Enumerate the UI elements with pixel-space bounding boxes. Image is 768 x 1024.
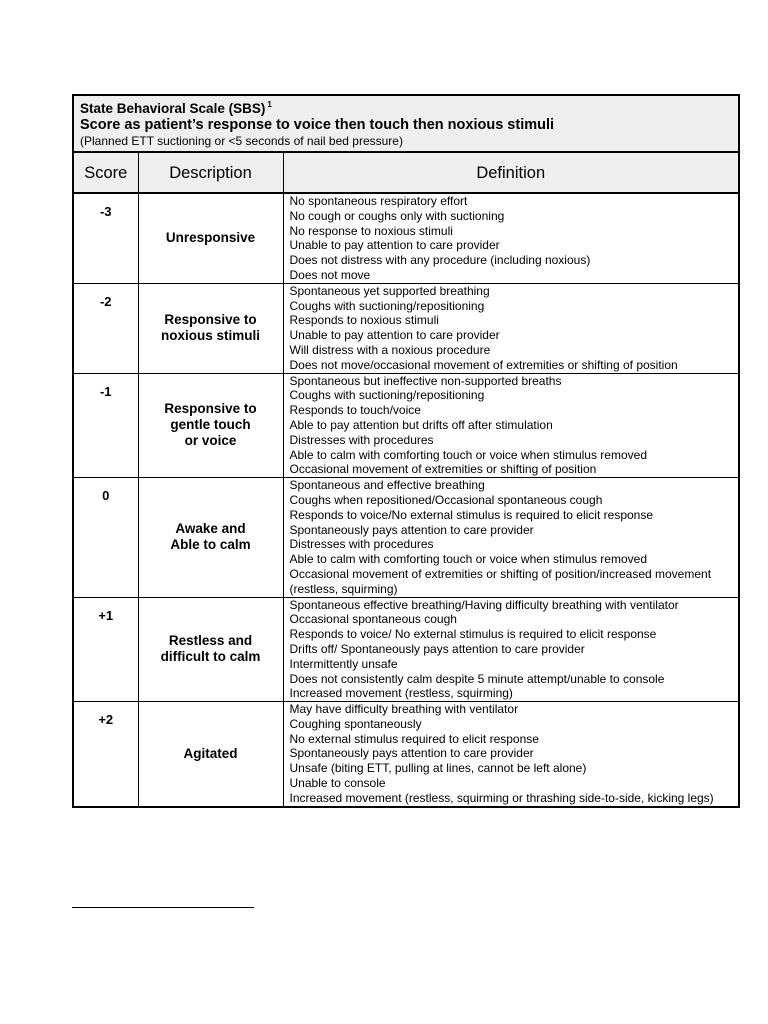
document-subtitle: Score as patient’s response to voice then touch then noxious stimuli <box>80 117 555 133</box>
sbs-scale-sheet <box>72 94 740 808</box>
definition-line: Intermittently unsafe <box>289 656 398 671</box>
column-header-score: Score <box>74 153 138 193</box>
footnote-separator-rule <box>72 907 254 908</box>
table-header-row <box>74 153 738 193</box>
definition-line: Spontaneous but ineffective non-supported breaths <box>289 373 562 388</box>
score-cell <box>74 702 138 806</box>
definition-line: Coughing spontaneously <box>289 716 422 731</box>
definition-line: Does not move <box>289 267 371 282</box>
score-cell <box>74 373 138 478</box>
score-value: -2 <box>99 293 112 309</box>
definition-cell <box>283 597 738 702</box>
definition-line: Does not consistently calm despite 5 minute attempt/unable to console <box>289 671 665 686</box>
definition-line: Occasional movement of extremities or shifting of position <box>289 462 597 477</box>
description-cell: Awake and Able to calm <box>138 478 283 597</box>
description-cell: Agitated <box>138 702 283 806</box>
sbs-table <box>74 153 738 806</box>
description-cell: Restless and difficult to calm <box>138 597 283 702</box>
definition-line: Unable to console <box>289 776 386 791</box>
definition-line: Coughs with suctioning/repositioning <box>289 298 485 313</box>
table-row <box>74 478 738 597</box>
definition-line: No spontaneous respiratory effort <box>289 194 468 208</box>
definition-line: Spontaneous yet supported breathing <box>289 283 490 298</box>
definition-line: Responds to voice/No external stimulus is required to elicit response <box>289 507 654 522</box>
document-title: State Behavioral Scale (SBS) <box>80 101 266 116</box>
score-value: 0 <box>102 488 110 504</box>
definition-line: No external stimulus required to elicit response <box>289 731 539 746</box>
table-row <box>74 373 738 478</box>
definition-line: Able to calm with comforting touch or voice when stimulus removed <box>289 552 647 567</box>
score-value: +1 <box>98 607 114 623</box>
score-value: +2 <box>98 712 114 728</box>
description-cell: Responsive to gentle touch or voice <box>138 373 283 478</box>
definition-cell <box>283 193 738 283</box>
definition-line: Spontaneously pays attention to care provider <box>289 522 534 537</box>
document-title-line <box>80 97 732 117</box>
definition-line: Responds to voice/ No external stimulus is required to elicit response <box>289 627 657 642</box>
definition-line: Drifts off/ Spontaneously pays attention to care provider <box>289 641 585 656</box>
table-row <box>74 597 738 702</box>
definition-line: Will distress with a noxious procedure <box>289 342 491 357</box>
definition-line: Unable to pay attention to care provider <box>289 328 500 343</box>
table-row <box>74 702 738 806</box>
description-cell: Responsive to noxious stimuli <box>138 283 283 373</box>
definition-line: Occasional spontaneous cough <box>289 612 457 627</box>
title-footnote-marker: 1 <box>267 100 272 109</box>
definition-line: Able to calm with comforting touch or voice when stimulus removed <box>289 447 647 462</box>
definition-line: Increased movement (restless, squirming) <box>289 686 513 701</box>
document-note: (Planned ETT suctioning or <5 seconds of nail bed pressure) <box>80 134 403 148</box>
definition-line: Unable to pay attention to care provider <box>289 238 500 253</box>
definition-cell <box>283 478 738 597</box>
definition-line: Unsafe (biting ETT, pulling at lines, cannot be left alone) <box>289 761 587 776</box>
definition-line: No cough or coughs only with suctioning <box>289 208 505 223</box>
description-cell: Unresponsive <box>138 193 283 283</box>
score-cell <box>74 283 138 373</box>
score-value: -3 <box>99 204 112 219</box>
table-row <box>74 283 738 373</box>
definition-line: May have difficulty breathing with ventilator <box>289 702 519 717</box>
table-body <box>74 193 738 806</box>
definition-line: Spontaneous and effective breathing <box>289 478 485 493</box>
definition-line: Able to pay attention but drifts off after stimulation <box>289 417 553 432</box>
score-cell <box>74 597 138 702</box>
definition-line: Occasional movement of extremities or shifting of position/increased movement <box>289 566 712 581</box>
score-value: -1 <box>99 383 112 399</box>
definition-line: Spontaneous effective breathing/Having difficulty breathing with ventilator <box>289 597 679 612</box>
definition-line: (restless, squirming) <box>289 581 398 596</box>
score-cell <box>74 478 138 597</box>
definition-line: Distresses with procedures <box>289 537 434 552</box>
score-cell <box>74 193 138 283</box>
definition-line: Increased movement (restless, squirming or thrashing side-to-side, kicking legs) <box>289 790 714 805</box>
definition-cell <box>283 373 738 478</box>
title-block <box>74 96 738 153</box>
table-row <box>74 193 738 283</box>
definition-line: No response to noxious stimuli <box>289 223 453 238</box>
definition-line: Coughs with suctioning/repositioning <box>289 388 485 403</box>
definition-line: Responds to noxious stimuli <box>289 313 439 328</box>
column-header-description: Description <box>138 153 283 193</box>
definition-line: Spontaneously pays attention to care provider <box>289 746 534 761</box>
definition-line: Responds to touch/voice <box>289 403 421 418</box>
definition-line: Distresses with procedures <box>289 432 434 447</box>
column-header-definition: Definition <box>283 153 738 193</box>
definition-cell <box>283 283 738 373</box>
definition-line: Coughs when repositioned/Occasional spontaneous cough <box>289 492 603 507</box>
definition-cell <box>283 702 738 806</box>
definition-line: Does not move/occasional movement of extremities or shifting of position <box>289 357 678 372</box>
definition-line: Does not distress with any procedure (including noxious) <box>289 253 591 268</box>
